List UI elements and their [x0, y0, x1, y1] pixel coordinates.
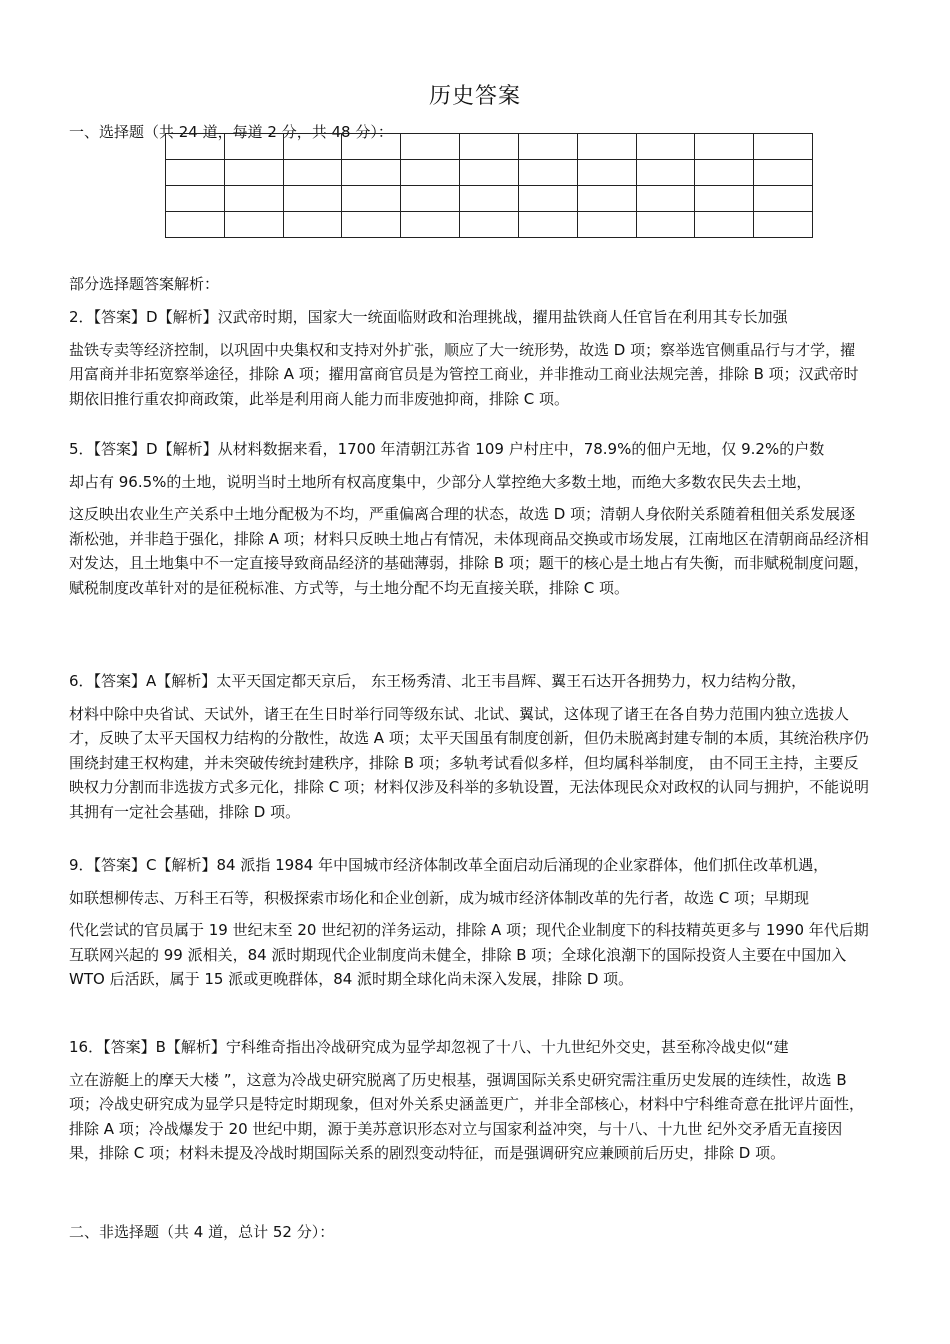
answer-cell	[695, 160, 754, 186]
answer-cell	[283, 212, 342, 238]
explanation-line: 9．【答案】C【解析】84 派指 1984 年中国城市经济体制改革全面启动后涌现的企业家群体，他们抓住改革机遇，	[69, 856, 829, 874]
answer-cell	[166, 186, 225, 212]
answer-cell	[283, 160, 342, 186]
explanation-line: 2．【答案】D【解析】汉武帝时期，国家大一统面临财政和治理挑战，擢用盐铁商人任官旨在利用其专长加强	[69, 308, 788, 326]
answer-explanation-16	[69, 1035, 869, 1166]
answer-cell	[754, 212, 813, 238]
section-heading-non-multiple-choice: 二、非选择题（共 4 道，总计 52 分）：	[69, 1223, 335, 1241]
answer-grid-row	[166, 186, 813, 212]
answer-cell	[754, 160, 813, 186]
answer-cell	[754, 186, 813, 212]
answer-cell	[224, 160, 283, 186]
answer-explanation-6	[69, 669, 869, 824]
answer-cell	[401, 212, 460, 238]
answer-cell	[342, 186, 401, 212]
answer-cell	[695, 186, 754, 212]
answer-cell	[577, 186, 636, 212]
answer-cell	[754, 134, 813, 160]
answer-cell	[460, 160, 519, 186]
answer-cell	[636, 134, 695, 160]
answer-grid-row	[166, 160, 813, 186]
explanation-line: 却占有 96.5%的土地，说明当时土地所有权高度集中，少部分人掌控绝大多数土地，而绝大多数农民失去土地，	[69, 472, 812, 491]
explanation-line: 5．【答案】D【解析】从材料数据来看，1700 年清朝江苏省 109 户村庄中，78.9%的佃户无地，仅 9.2%的户数	[69, 440, 825, 458]
explanation-line: 立在游艇上的摩天大楼 ”，这意为冷战史研究脱离了历史根基，强调国际关系史研究需注重历史发展的连续性，故选 B 项；冷战史研究成为显学只是特定时期现象，但对外关系史涵盖更广，并非全部核心，材料中宁科维奇意在批评片面性，排除 A 项；冷战爆发于 20 世纪中期，源于美苏意识形态对立与国家利益冲突，与十八、十九世 纪外交矛盾无直接因果，排除 C 项；材料未提及冷战时期国际关系的剧烈变动特征，而是强调研究应兼顾前后历史，排除 D 项。	[69, 1070, 865, 1162]
explanation-line: 代化尝试的官员属于 19 世纪末至 20 世纪初的洋务运动，排除 A 项；现代企业制度下的科技精英更多与 1990 年代后期互联网兴起的 99 派相关，84 派时期现代企业制度尚未健全，排除 B 项；全球化浪潮下的国际投资人主要在中国加入 WTO 后活跃，属于 15 派或更晚群体，84 派时期全球化尚未深入发展，排除 D 项。	[69, 921, 869, 988]
answer-explanation-2	[69, 305, 869, 411]
answer-cell	[636, 212, 695, 238]
answer-cell	[577, 134, 636, 160]
answer-cell	[577, 160, 636, 186]
answer-cell	[401, 134, 460, 160]
answer-cell	[518, 134, 577, 160]
answer-grid-row	[166, 134, 813, 160]
answer-cell	[401, 160, 460, 186]
answer-cell	[695, 212, 754, 238]
answer-cell	[460, 212, 519, 238]
explanation-line: 这反映出农业生产关系中土地分配极为不均，严重偏离合理的状态，故选 D 项；清朝人身依附关系随着租佃关系发展逐渐松弛，并非趋于强化，排除 A 项；材料只反映土地占有情况，未体现商品交换或市场发展，江南地区在清朝商品经济相对发达，且土地集中不一定直接导致商品经济的基础薄弱，排除 B 项；题干的核心是土地占有失衡，而非赋税制度问题，赋税制度改革针对的是征税标准、方式等，与土地分配不均无直接关联，排除 C 项。	[69, 505, 869, 597]
answer-cell	[166, 134, 225, 160]
answer-cell	[636, 186, 695, 212]
answer-cell	[342, 212, 401, 238]
answer-explanation-9	[69, 853, 869, 992]
answer-cell	[224, 134, 283, 160]
analysis-heading: 部分选择题答案解析：	[69, 275, 220, 293]
section-heading-multiple-choice: 一、选择题（共 24 道，每道 2 分，共 48 分）：	[69, 123, 393, 141]
answer-cell	[460, 186, 519, 212]
answer-cell	[695, 134, 754, 160]
answer-cell	[518, 212, 577, 238]
answer-cell	[460, 134, 519, 160]
explanation-line: 材料中除中央省试、天试外，诸王在生日时举行同等级东试、北试、翼试，这体现了诸王在各自势力范围内独立选拔人才，反映了太平天国权力结构的分散性，故选 A 项；太平天国虽有制度创新，但仍未脱离封建专制的本质，其统治秩序仍围绕封建王权构建，并未突破传统封建秩序，排除 B 项；多轨考试看似多样，但均属科举制度， 由不同王主持，主要反映权力分割而非选拔方式多元化，排除 C 项；材料仅涉及科举的多轨设置，无法体现民众对政权的认同与拥护，不能说明其拥有一定社会基础，排除 D 项。	[69, 704, 870, 821]
answer-cell	[283, 134, 342, 160]
document-title: 历史答案	[428, 84, 521, 109]
explanation-line: 如联想柳传志、万科王石等，积极探索市场化和企业创新，成为城市经济体制改革的先行者，故选 C 项；早期现	[69, 888, 810, 907]
answer-cell	[166, 212, 225, 238]
answer-cell	[342, 160, 401, 186]
answer-cell	[401, 186, 460, 212]
answer-cell	[166, 160, 225, 186]
explanation-line: 盐铁专卖等经济控制，以巩固中央集权和支持对外扩张，顺应了大一统形势，故选 D 项；察举选官侧重品行与才学，擢用富商并非拓宽察举途径，排除 A 项；擢用富商官员是为管控工商业，并非推动工商业法规完善，排除 B 项；汉武帝时期依旧推行重农抑商政策，此举是利用商人能力而非废弛抑商，排除 C 项。	[69, 340, 859, 408]
answer-cell	[283, 186, 342, 212]
answer-cell	[224, 186, 283, 212]
answer-explanation-5	[69, 437, 869, 600]
answer-cell	[224, 212, 283, 238]
answer-cell	[577, 212, 636, 238]
answer-cell	[342, 134, 401, 160]
answer-cell	[636, 160, 695, 186]
answer-cell	[518, 186, 577, 212]
explanation-line: 16．【答案】B【解析】宁科维奇指出冷战研究成为显学却忽视了十八、十九世纪外交史，甚至称冷战史似“建	[69, 1038, 789, 1056]
answer-cell	[518, 160, 577, 186]
answer-grid	[165, 133, 813, 238]
answer-grid-row	[166, 212, 813, 238]
explanation-line: 6．【答案】A【解析】太平天国定都天京后， 东王杨秀清、北王韦昌辉、翼王石达开各拥势力，权力结构分散，	[69, 672, 807, 690]
